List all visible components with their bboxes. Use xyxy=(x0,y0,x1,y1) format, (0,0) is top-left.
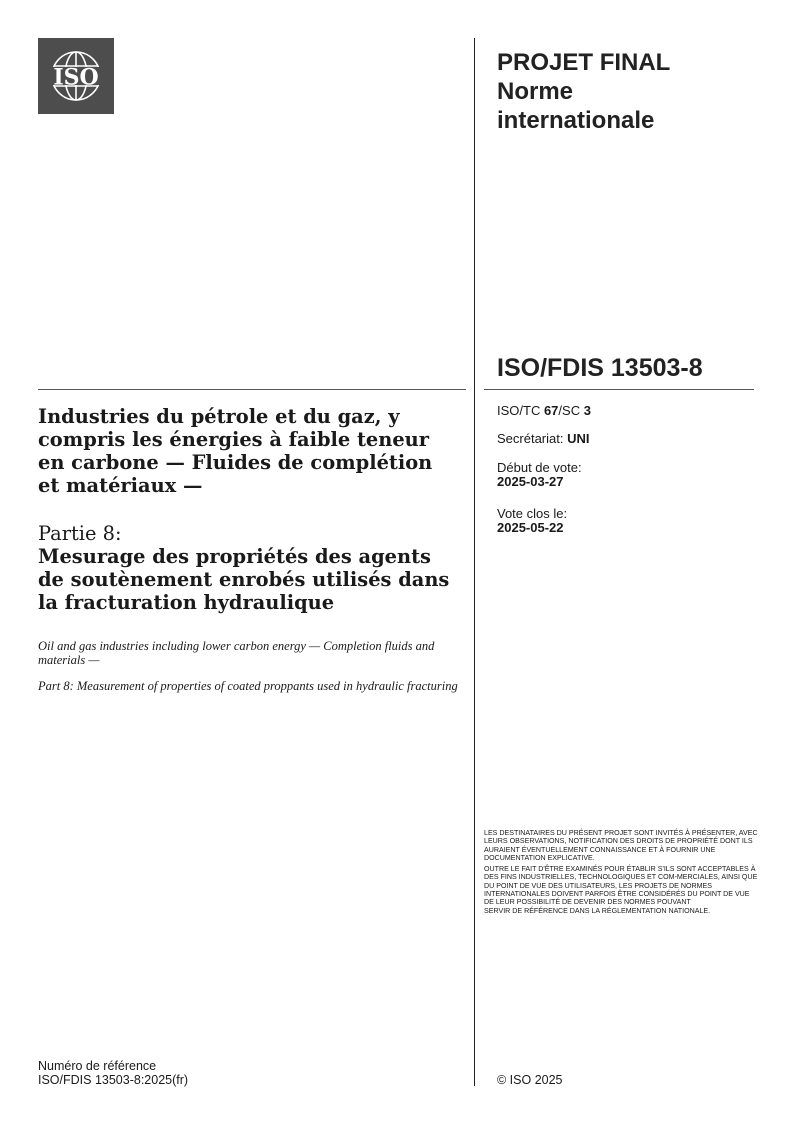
main-title: Industries du pétrole et du gaz, y compris les énergies à faible teneur en carbone — Fluides de complétion et matériaux — xyxy=(38,405,433,497)
vote-end-date: 2025-05-22 xyxy=(497,520,564,535)
iso-logo xyxy=(38,38,114,114)
part-title: Mesurage des propriétés des agents de soutènement enrobés utilisés dans la fracturation hydraulique xyxy=(38,545,450,614)
notice-paragraph-2: OUTRE LE FAIT D'ÊTRE EXAMINÉS POUR ÉTABLIR S'ILS SONT ACCEPTABLES À DES FINS INDUSTRIELLES, TECHNOLOGIQUES ET COM-MERCIALES, AINSI QUE DU POINT DE VUE DES UTILISATEURS, LES PROJETS DE NORMES INTERNATIONALES DOIVENT PARFOIS ÊTRE CONSIDÉRÉS DU POINT DE VUE DE LEUR POSSIBILITÉ DE DEVENIR DES NORMES POUVANT SERVIR DE RÉFÉRENCE DANS LA RÉGLEMENTATION NATIONALE. xyxy=(484,865,758,915)
copyright: © ISO 2025 xyxy=(497,1073,563,1087)
notice-paragraph-1: LES DESTINATAIRES DU PRÉSENT PROJET SONT INVITÉS À PRÉSENTER, AVEC LEURS OBSERVATIONS, NOTIFICATION DES DROITS DE PROPRIÉTÉ DONT ILS AURAIENT ÉVENTUELLEMENT CONNAISSANCE ET À FOURNIR UNE DOCUMENTATION EXPLICATIVE. xyxy=(484,829,758,862)
vote-start-date: 2025-03-27 xyxy=(497,474,564,489)
reference-label: Numéro de référence xyxy=(38,1059,157,1073)
part-label: Partie 8: xyxy=(38,522,122,545)
stage-line-3: internationale xyxy=(497,107,655,134)
document-number: ISO/FDIS 13503-8 xyxy=(497,354,703,382)
horizontal-rule-left xyxy=(38,389,466,390)
secretariat-line: Secrétariat: UNI xyxy=(497,431,590,446)
document-stage xyxy=(497,48,757,135)
vote-end-label: Vote clos le: xyxy=(497,506,568,521)
iso-globe-icon xyxy=(38,38,114,114)
english-part-title: Part 8: Measurement of properties of coated proppants used in hydraulic fracturing xyxy=(38,679,458,693)
stage-line-2: Norme xyxy=(497,78,574,105)
draft-notice xyxy=(484,829,759,918)
stage-line-1: PROJET FINAL xyxy=(497,49,671,76)
svg-text:ISO: ISO xyxy=(53,64,99,91)
reference-number: ISO/FDIS 13503-8:2025(fr) xyxy=(38,1073,189,1087)
english-main-title: Oil and gas industries including lower carbon energy — Completion fluids and materials — xyxy=(38,639,435,667)
vote-start-label: Début de vote: xyxy=(497,460,582,475)
vertical-divider xyxy=(474,38,475,1086)
horizontal-rule-right xyxy=(484,389,754,390)
committee-line: ISO/TC 67/SC 3 xyxy=(497,403,591,418)
